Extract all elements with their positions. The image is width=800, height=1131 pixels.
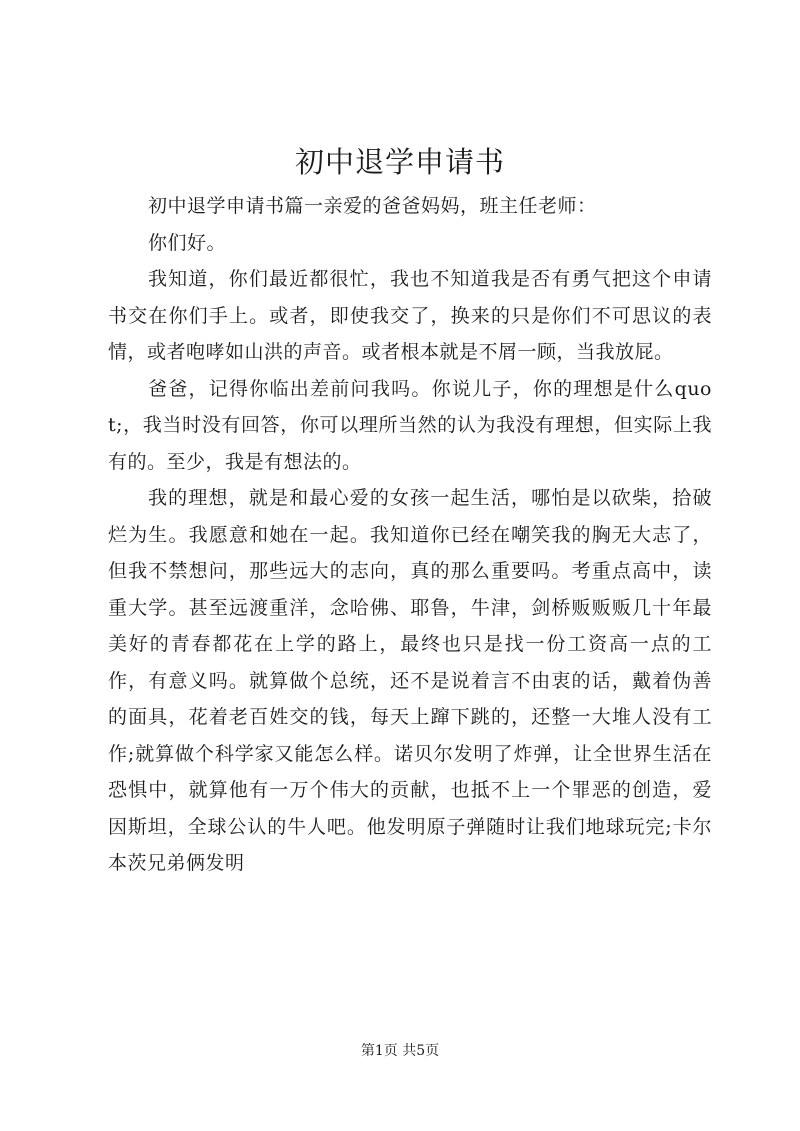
paragraph-3: 我的理想，就是和最心爱的女孩一起生活，哪怕是以砍柴，拾破烂为生。我愿意和她在一起。我知道你已经在嘲笑我的胸无大志了，但我不禁想问，那些远大的志向，真的那么重要吗。考重点高中，读重大学。甚至远渡重洋，念哈佛、耶鲁，牛津，剑桥贩贩贩几十年最美好的青春都花在上学的路上，最终也只是找一份工资高一点的工作，有意义吗。就算做个总统，还不是说着言不由衷的话，戴着伪善的面具，花着老百姓交的钱，每天上蹿下跳的，还整一大堆人没有工作;就算做个科学家又能怎么样。诺贝尔发明了炸弹，让全世界生活在恐惧中，就算他有一万个伟大的贡献，也抵不上一个罪恶的创造，爱因斯坦，全球公认的牛人吧。他发明原子弹随时让我们地球玩完;卡尔本茨兄弟俩发明: [108, 487, 712, 874]
paragraph-2: 爸爸，记得你临出差前问我吗。你说儿子，你的理想是什么quot;，我当时没有回答，你可以理所当然的认为我没有理想，但实际上我有的。至少，我是有想法的。: [108, 377, 712, 473]
paragraph-greeting: 你们好。: [148, 231, 227, 254]
paragraph-salutation: 初中退学申请书篇一亲爱的爸爸妈妈，班主任老师：: [148, 195, 597, 217]
page-number-footer: 第1页 共5页: [360, 1043, 440, 1059]
document-body: [108, 188, 712, 882]
document-title: 初中退学申请书: [294, 145, 505, 179]
paragraph-1: 我知道，你们最近都很忙，我也不知道我是否有勇气把这个申请书交在你们手上。或者，即使我交了，换来的只是你们不可思议的表情，或者咆哮如山洪的声音。或者根本就是不屑一顾，当我放屁。: [108, 268, 712, 363]
